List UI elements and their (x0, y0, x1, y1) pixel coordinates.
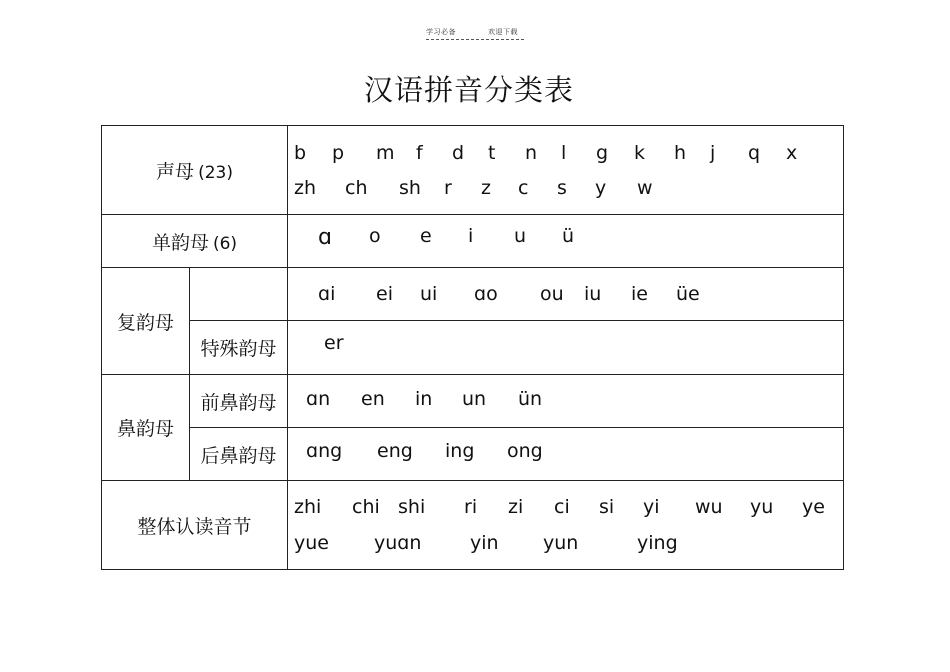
shengmu-label: 声母 (156, 160, 195, 183)
page-title: 汉语拼音分类表 (363, 73, 574, 107)
list-item: l (561, 141, 567, 164)
pinyin-table (101, 125, 844, 570)
teshu-content (288, 321, 844, 375)
list-item: k (634, 141, 646, 164)
houbi-content (288, 428, 844, 481)
list-item: r (444, 176, 452, 199)
shengmu-label-cell (102, 126, 288, 215)
header-note-left: 学习必备 (426, 28, 456, 36)
list-item: ɑi (318, 283, 336, 305)
list-item: g (596, 141, 609, 164)
danyunmu-line (288, 225, 843, 250)
list-item: ying (637, 532, 678, 554)
list-item: p (332, 141, 345, 164)
fuyunmu-label: 复韵母 (102, 268, 190, 375)
list-item: en (361, 388, 385, 410)
table-row-danyunmu (102, 215, 844, 268)
danyunmu-count: (6) (212, 233, 238, 254)
list-item: b (294, 141, 307, 164)
table-row-teshu (102, 321, 844, 375)
list-item: ü (562, 224, 575, 247)
list-item: ie (631, 283, 648, 305)
list-item: z (481, 176, 491, 199)
list-item: e (420, 224, 432, 247)
list-item: ɑo (474, 283, 498, 305)
list-item: yun (543, 532, 579, 554)
table-row-qianbi (102, 375, 844, 428)
list-item: d (452, 141, 465, 164)
header-divider (426, 39, 524, 40)
list-item: zh (294, 176, 317, 199)
header-note-right: 欢迎下载 (488, 28, 518, 36)
houbi-label: 后鼻韵母 (190, 428, 288, 481)
shengmu-content (288, 126, 844, 215)
zhengti-line-1 (288, 496, 843, 518)
list-item: n (525, 141, 538, 164)
list-item: ch (345, 176, 368, 199)
list-item: j (710, 141, 716, 164)
list-item: chi (352, 496, 380, 518)
list-item: üe (676, 283, 700, 305)
list-item: x (786, 141, 798, 164)
list-item: q (748, 141, 761, 164)
danyunmu-label: 单韵母 (151, 231, 209, 254)
shengmu-line-2 (288, 177, 843, 199)
table-row-zhengti (102, 481, 844, 570)
list-item: ɑn (306, 388, 331, 410)
list-item: ri (464, 496, 478, 518)
list-item: ui (420, 283, 438, 305)
list-item: shi (398, 496, 426, 518)
list-item: yi (643, 496, 660, 518)
list-item: t (488, 141, 496, 164)
teshu-label: 特殊韵母 (190, 321, 288, 375)
list-item: ong (507, 440, 543, 462)
table-row-shengmu (102, 126, 844, 215)
list-item: ɑng (306, 440, 343, 462)
teshu-line (288, 332, 843, 354)
qianbi-content (288, 375, 844, 428)
list-item: si (599, 496, 615, 518)
qianbi-line (288, 388, 843, 410)
list-item: ing (445, 440, 475, 462)
list-item: h (674, 141, 687, 164)
list-item: sh (399, 176, 421, 199)
list-item: ou (540, 283, 564, 305)
list-item: zhi (294, 496, 322, 518)
list-item: w (637, 176, 653, 199)
list-item: ɑ (318, 224, 332, 250)
list-item: in (415, 388, 433, 410)
danyunmu-content (288, 215, 844, 268)
houbi-line (288, 440, 843, 462)
list-item: wu (695, 496, 723, 518)
list-item: yu (750, 496, 774, 518)
list-item: f (416, 141, 423, 164)
list-item: yue (294, 532, 329, 554)
shengmu-count: (23) (198, 162, 233, 183)
table-row-fuyunmu (102, 268, 844, 321)
list-item: u (514, 224, 527, 247)
list-item: ye (802, 496, 825, 518)
header-note (426, 27, 518, 37)
zhengti-content (288, 481, 844, 570)
list-item: ün (518, 388, 543, 410)
list-item: yuɑn (374, 532, 422, 554)
list-item: eng (377, 440, 413, 462)
list-item: un (462, 388, 487, 410)
list-item: o (369, 224, 381, 247)
list-item: yin (470, 532, 499, 554)
table-row-houbi (102, 428, 844, 481)
zhengti-label: 整体认读音节 (102, 481, 288, 570)
list-item: s (557, 176, 567, 199)
fuyunmu-empty-cell (190, 268, 288, 321)
list-item: ci (554, 496, 570, 518)
list-item: y (595, 176, 607, 199)
qianbi-label: 前鼻韵母 (190, 375, 288, 428)
list-item: er (324, 331, 344, 354)
shengmu-line-1 (288, 142, 843, 164)
list-item: iu (584, 283, 602, 305)
list-item: m (376, 141, 395, 164)
fuyunmu-content (288, 268, 844, 321)
list-item: ei (376, 283, 393, 305)
biyunmu-label: 鼻韵母 (102, 375, 190, 481)
zhengti-line-2 (288, 532, 843, 554)
list-item: c (518, 176, 529, 199)
fuyunmu-line (288, 283, 843, 305)
list-item: i (468, 224, 474, 247)
danyunmu-label-cell (102, 215, 288, 268)
list-item: zi (508, 496, 524, 518)
